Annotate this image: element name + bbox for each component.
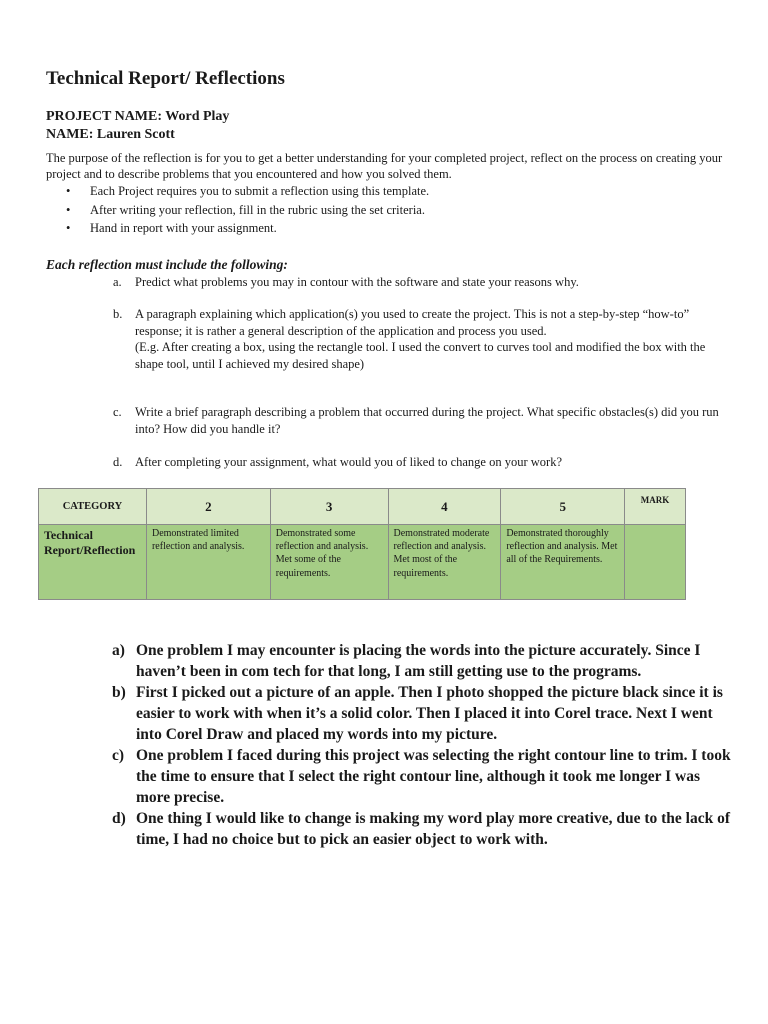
answer-item [112,745,732,808]
answer-letter: d) [112,810,126,827]
rubric-cell: Demonstrated some reflection and analysis. Met some of the requirements. [270,525,388,600]
list-item [46,219,726,238]
answer-item [112,682,732,745]
requirement-letter: d. [113,455,123,469]
project-name: PROJECT NAME: Word Play [46,109,230,124]
student-name: NAME: Lauren Scott [46,127,175,142]
requirements-heading: Each reflection must include the following: [46,257,288,272]
requirement-letter: a. [113,275,122,289]
requirement-text: Write a brief paragraph describing a problem that occurred during the project. What specific obstacles(s) did you run into? How did you handle it? [135,405,719,436]
bullet-icon: • [66,221,71,235]
instruction-list [46,182,726,238]
answer-letter: c) [112,747,125,764]
rubric-cell: Demonstrated moderate reflection and analysis. Met most of the requirements. [388,525,501,600]
requirement-item [113,306,723,372]
rubric-table [38,488,686,600]
table-row [39,525,686,600]
answer-text: First I picked out a picture of an apple. Then I photo shopped the picture black since it is easier to work with when it’s a solid color. Then I placed it into Corel trace. Next I went into Corel Draw and placed my words into my picture. [136,684,723,743]
bullet-text: After writing your reflection, fill in the rubric using the set criteria. [90,202,425,217]
bullet-text: Each Project requires you to submit a reflection using this template. [90,184,430,198]
requirement-letter: c. [113,405,122,419]
rubric-header-score: 2 [146,489,270,525]
list-item [46,201,726,220]
rubric-header-score: 4 [388,489,501,525]
rubric-cell: Demonstrated limited reflection and analysis. [146,525,270,600]
answer-text: One thing I would like to change is making my word play more creative, due to the lack of time, I had no choice but to pick an easier object to work with. [136,810,731,848]
answer-text: One problem I faced during this project was selecting the right contour line to trim. I took the time to ensure that I select the right contour line, although it took me longer I was more precise. [136,747,731,806]
rubric-header-mark: MARK [625,489,686,525]
rubric-header-row [39,489,686,525]
requirement-text: Predict what problems you may in contour with the software and state your reasons why. [135,275,579,289]
rubric-mark-cell [625,525,686,600]
answer-text: One problem I may encounter is placing the words into the picture accurately. Since I haven’t been in com tech for that long, I am still getting use to the programs. [136,642,701,680]
rubric-header-score: 3 [270,489,388,525]
requirement-example: (E.g. After creating a box, using the rectangle tool. I used the convert to curves tool and modified the box with the shape tool, until I achieved my desired shape) [135,340,706,371]
requirement-item [113,454,723,471]
answers-list [112,640,732,850]
bullet-text: Hand in report with your assignment. [90,221,277,235]
bullet-icon: • [66,202,71,217]
requirement-item [113,404,723,437]
rubric-cell: Demonstrated thoroughly reflection and analysis. Met all of the Requirements. [501,525,625,600]
requirement-text: After completing your assignment, what would you of liked to change on your work? [135,455,562,469]
requirement-text: A paragraph explaining which application(s) you used to create the project. This is not a step-by-step “how-to” response; it is rather a general description of the application and process you used. [135,307,690,338]
rubric-header-score: 5 [501,489,625,525]
answer-letter: a) [112,642,125,659]
page-title: Technical Report/ Reflections [46,68,285,89]
rubric-header-category: CATEGORY [39,489,147,525]
bullet-icon: • [66,184,71,198]
rubric-category-cell: Technical Report/Reflection [39,525,147,600]
intro-paragraph: The purpose of the reflection is for you to get a better understanding for your completed project, reflect on the process on creating your project and to describe problems that you encountered and how you solved them. [46,151,723,181]
answer-item [112,808,732,850]
requirement-letter: b. [113,307,123,321]
list-item [46,182,726,201]
answer-letter: b) [112,684,126,701]
answer-item [112,640,732,682]
requirement-item [113,274,723,291]
